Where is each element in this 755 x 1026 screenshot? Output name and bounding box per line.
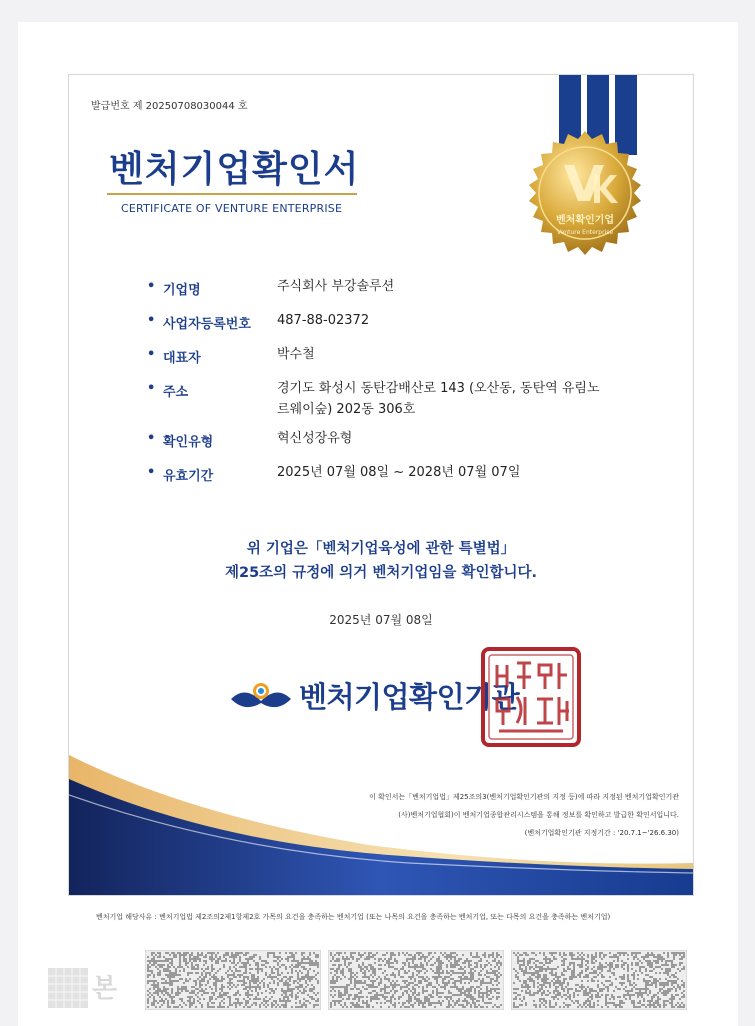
copy-stamp-icon (48, 966, 132, 1010)
venture-reason-footnote: 벤처기업 해당사유 : 벤처기업법 제2조의2제1항제2호 가목의 요건을 충족하는 벤처기업 (또는 나목의 요건을 충족하는 벤처기업, 또는 다목의 요건을 충족하는 벤처기업) (96, 913, 611, 921)
barcode-2 (328, 950, 504, 1010)
field-label: 유효기간 (163, 469, 214, 484)
note-line-3: (벤처기업확인기관 지정기간 : '20.7.1~'26.6.30) (524, 829, 679, 837)
field-label: 사업자등록번호 (163, 317, 251, 332)
red-official-seal-icon (479, 645, 583, 749)
field-label: 기업명 (163, 283, 201, 298)
issuance-notes (369, 788, 679, 842)
barcode-3 (511, 950, 687, 1010)
medal-label-ko: 벤처확인기업 (556, 215, 614, 226)
certificate-subtitle: CERTIFICATE OF VENTURE ENTERPRISE (121, 202, 343, 215)
note-line-2: (사)벤처기업협회)이 벤처기업종합관리시스템을 통해 정보를 확인하고 발급한 확인서입니다. (398, 811, 679, 819)
field-value: 박수철 (277, 347, 315, 362)
issuer-name: 벤처기업확인기관 (299, 680, 520, 714)
field-value (277, 378, 617, 420)
note-line-1: 이 확인서는「벤처기업법」제25조의3(벤처기업확인기관의 지정 등)에 따라 지정된 벤처기업확인기관 (369, 793, 679, 801)
issue-number: 발급번호 제 20250708030044 호 (91, 101, 248, 112)
field-value: 487-88-02372 (277, 313, 370, 328)
issue-date: 2025년 07월 08일 (329, 613, 433, 627)
field-label: 주소 (163, 385, 189, 400)
medal-label-en: Venture Enterprise (556, 229, 614, 236)
copy-label: 본 (92, 974, 118, 1004)
barcode-1 (145, 950, 321, 1010)
declaration-line-2: 제25조의 규정에 의거 벤처기업임을 확인합니다. (224, 565, 537, 581)
field-label: 대표자 (163, 351, 201, 366)
issuer-logo-icon (229, 679, 293, 715)
field-value: 주식회사 부강솔루션 (277, 279, 395, 294)
title-divider (107, 193, 357, 195)
address-line-1: 경기도 화성시 동탄감배산로 143 (오산동, 동탄역 유림노 (277, 381, 600, 396)
field-label: 확인유형 (163, 435, 214, 450)
certificate: 발급번호 제 20250708030044 호 벤처기업확인서 CERTIFICATE OF VENTURE ENTERPRISE 벤처확인기업 Venture Enterprise • 기업명 주식회사 부강솔루션 • 사업자등록번호 487-88-02372 • 대표자 박수철 • 주소 경기도 화성시 동탄감배산로 143 (오산동, 동탄역 유림노 르웨이숲) 202동 306호 • 확인유형 혁신성장유형 • 유효기간 2025년 07월 08일 ~ 2028년 07월 07일 위 기업은「벤처기업육성에 관한 특별법」 제25조의 규정에 의거 벤처기업임을 확인합니다. 2025년 07월 08일 벤처기업확인기관 이 확인서는「벤처기업법」제25조의3(벤처기업확인기관의 지정 등)에 따라 지정된 벤처기업확인기관 (사)벤처기업협회)이 벤처기업종합관리시스템을 통해 정보를 확인하고 발급한 확인서입니다. (벤처기업확인기관 지정기간 : '20.7.1~'26.6.30) (68, 74, 694, 896)
field-value: 혁신성장유형 (277, 431, 353, 446)
declaration-line-1: 위 기업은「벤처기업육성에 관한 특별법」 (246, 541, 516, 557)
address-line-2: 르웨이숲) 202동 306호 (277, 402, 416, 417)
certificate-title: 벤처기업확인서 (109, 149, 360, 190)
vk-monogram-medal-icon (520, 131, 650, 261)
field-value: 2025년 07월 08일 ~ 2028년 07월 07일 (277, 465, 521, 480)
